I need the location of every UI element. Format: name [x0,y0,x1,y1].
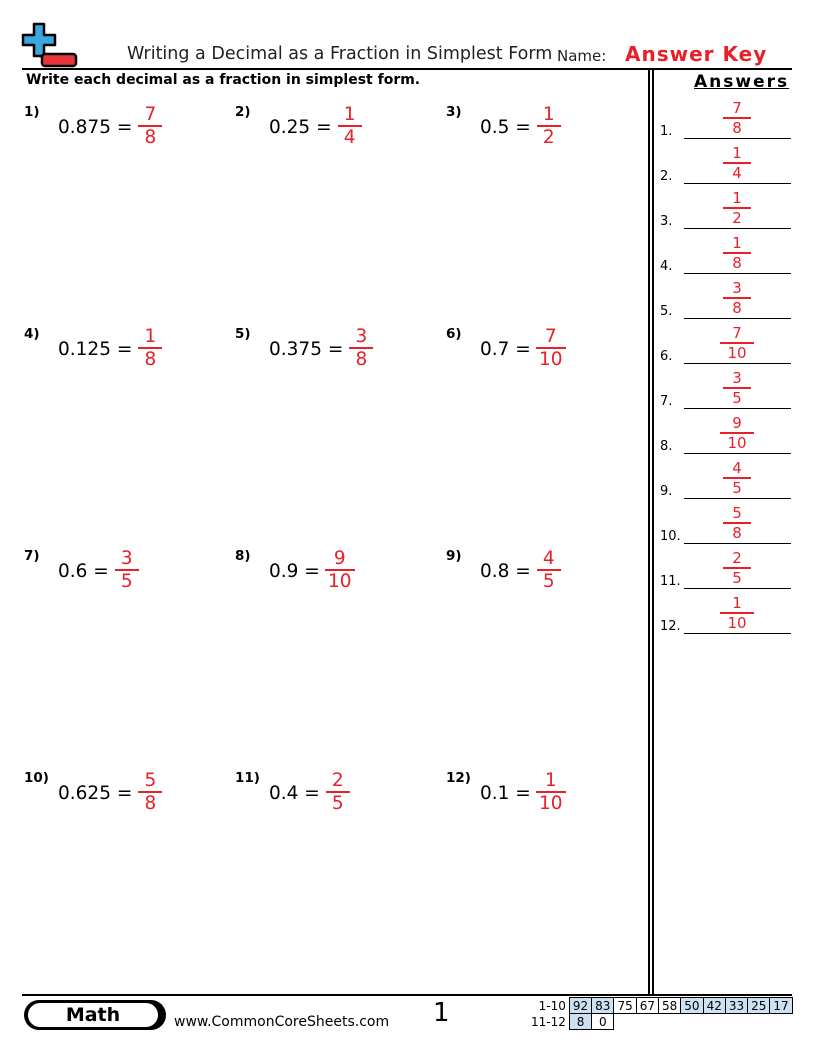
answers-heading: Answers [694,72,790,92]
fraction-numerator: 4 [732,459,742,477]
fraction-denominator: 4 [343,126,356,148]
fraction-numerator: 3 [355,326,368,347]
problem-number: 4) [24,326,40,342]
decimal-value: 0.7 [480,339,510,360]
score-row-label: 11-12 [531,1014,566,1029]
problem-expression [480,339,531,360]
fraction-denominator: 8 [144,792,157,814]
fraction-numerator: 7 [732,324,742,342]
answer-fraction [715,99,759,137]
answer-number: 4. [660,259,673,274]
problem-number: 5) [235,326,251,342]
answer-number: 3. [660,214,673,229]
problem-expression [269,117,332,138]
equals-sign: = [509,117,531,138]
problem-item [235,770,435,830]
answer-fraction [111,548,143,592]
fraction-denominator: 10 [727,343,747,362]
score-table [528,997,793,1030]
worksheet-title: Writing a Decimal as a Fraction in Simplest Form [127,44,553,64]
score-cell: 42 [703,998,725,1014]
fraction-denominator: 8 [732,523,742,542]
problem-number: 2) [235,104,251,120]
equals-sign: = [321,339,344,360]
answer-line [684,633,791,634]
fraction-numerator: 9 [333,548,346,569]
problem-expression [58,117,132,138]
fraction-denominator: 5 [732,388,742,407]
answer-line [684,363,791,364]
decimal-value: 0.25 [269,117,311,138]
answer-number: 2. [660,169,673,184]
answer-fraction [533,326,569,370]
fraction-denominator: 10 [727,613,747,632]
footer-divider [22,994,792,996]
fraction-numerator: 1 [732,594,742,612]
problem-item [235,326,435,386]
answer-number: 6. [660,349,673,364]
website-link[interactable]: www.CommonCoreSheets.com [174,1014,390,1030]
answer-fraction [334,104,366,148]
fraction-numerator: 1 [732,189,742,207]
answer-number: 8. [660,439,673,454]
fraction-numerator: 3 [120,548,133,569]
fraction-denominator: 4 [732,163,742,182]
score-cell: 58 [659,998,681,1014]
answer-line [684,588,791,589]
fraction-denominator: 10 [328,570,352,592]
decimal-value: 0.875 [58,117,111,138]
problem-number: 12) [446,770,471,786]
score-cell: 25 [748,998,770,1014]
problem-number: 3) [446,104,462,120]
fraction-denominator: 2 [732,208,742,227]
decimal-value: 0.6 [58,561,88,582]
answer-line [684,228,791,229]
problem-expression [269,561,320,582]
answer-line [684,453,791,454]
answer-fraction [322,770,354,814]
equals-sign: = [509,339,531,360]
equals-sign: = [509,561,531,582]
problem-item [24,104,224,164]
answer-number: 11. [660,574,681,589]
answer-fraction [134,770,166,814]
equals-sign: = [509,783,531,804]
problem-number: 10) [24,770,49,786]
answers-column-divider [648,68,650,994]
fraction-denominator: 8 [355,348,368,370]
answer-line [684,318,791,319]
fraction-denominator: 8 [144,348,157,370]
answer-number: 9. [660,484,673,499]
answer-number: 7. [660,394,673,409]
fraction-numerator: 1 [732,144,742,162]
score-row-label: 1-10 [538,998,566,1013]
decimal-value: 0.125 [58,339,111,360]
problem-number: 8) [235,548,251,564]
fraction-denominator: 5 [331,792,344,814]
fraction-denominator: 8 [732,253,742,272]
score-cell: 67 [636,998,658,1014]
problem-item [235,548,435,608]
fraction-denominator: 8 [732,118,742,137]
fraction-denominator: 10 [539,348,563,370]
fraction-numerator: 5 [732,504,742,522]
answer-fraction [715,369,759,407]
equals-sign: = [298,561,320,582]
problem-number: 9) [446,548,462,564]
answer-number: 5. [660,304,673,319]
equals-sign: = [87,561,109,582]
answer-key-label: Answer Key [625,42,768,66]
problem-expression [58,339,132,360]
answer-fraction [715,414,759,452]
instructions: Write each decimal as a fraction in simplest form. [26,72,421,88]
answer-fraction [715,324,759,362]
answer-line [684,498,791,499]
answer-fraction [533,770,569,814]
score-row [528,998,792,1014]
header-divider [22,68,792,70]
score-cell: 33 [725,998,747,1014]
problem-item [24,770,224,830]
problem-expression [480,117,531,138]
page-number: 1 [433,998,450,1028]
fraction-numerator: 2 [732,549,742,567]
fraction-denominator: 2 [542,126,555,148]
answer-line [684,183,791,184]
answer-fraction [715,144,759,182]
answer-fraction [134,104,166,148]
answer-fraction [715,459,759,497]
fraction-denominator: 5 [120,570,133,592]
equals-sign: = [110,339,133,360]
fraction-numerator: 3 [732,279,742,297]
answer-fraction [715,504,759,542]
score-cell: 17 [770,998,792,1014]
decimal-value: 0.625 [58,783,111,804]
equals-sign: = [110,117,133,138]
problem-item [24,326,224,386]
problem-expression [58,561,109,582]
answers-column-divider [652,68,654,994]
fraction-numerator: 1 [544,770,557,791]
problem-expression [480,783,531,804]
fraction-numerator: 1 [144,326,157,347]
equals-sign: = [310,117,332,138]
answer-fraction [322,548,358,592]
fraction-denominator: 5 [732,478,742,497]
answer-number: 1. [660,124,673,139]
fraction-denominator: 8 [732,298,742,317]
score-row [528,1014,792,1030]
subject-label: Math [28,1003,158,1027]
fraction-denominator: 10 [539,792,563,814]
problem-expression [269,339,343,360]
problem-item [235,104,435,164]
score-cell: 8 [569,1014,591,1030]
answer-fraction [533,104,565,148]
fraction-numerator: 7 [732,99,742,117]
answer-fraction [715,594,759,632]
answer-line [684,273,791,274]
problem-expression [480,561,531,582]
decimal-value: 0.4 [269,783,299,804]
problem-number: 1) [24,104,40,120]
fraction-numerator: 1 [542,104,555,125]
name-label: Name: [557,47,607,65]
problem-number: 7) [24,548,40,564]
answer-line [684,408,791,409]
score-cell: 92 [569,998,591,1014]
answer-fraction [533,548,565,592]
answer-line [684,543,791,544]
equals-sign: = [110,783,133,804]
problem-number: 11) [235,770,260,786]
score-cell: 83 [592,998,614,1014]
fraction-numerator: 5 [144,770,157,791]
equals-sign: = [298,783,320,804]
answer-fraction [715,549,759,587]
answer-fraction [134,326,166,370]
decimal-value: 0.375 [269,339,322,360]
problem-item [446,104,646,164]
fraction-numerator: 3 [732,369,742,387]
problem-expression [58,783,132,804]
answer-fraction [345,326,377,370]
problem-item [446,326,646,386]
answer-line [684,138,791,139]
fraction-numerator: 1 [732,234,742,252]
answer-fraction [715,234,759,272]
fraction-numerator: 9 [732,414,742,432]
answer-number: 12. [660,619,681,634]
fraction-denominator: 5 [732,568,742,587]
answer-fraction [715,189,759,227]
fraction-numerator: 2 [331,770,344,791]
score-cell: 0 [592,1014,614,1030]
fraction-numerator: 1 [343,104,356,125]
decimal-value: 0.5 [480,117,510,138]
fraction-numerator: 7 [144,104,157,125]
problem-number: 6) [446,326,462,342]
score-cell: 50 [681,998,703,1014]
answer-fraction [715,279,759,317]
problem-item [446,770,646,830]
score-cell: 75 [614,998,636,1014]
decimal-value: 0.8 [480,561,510,582]
fraction-denominator: 8 [144,126,157,148]
answer-number: 10. [660,529,681,544]
fraction-numerator: 4 [542,548,555,569]
decimal-value: 0.1 [480,783,510,804]
plus-minus-logo-icon [20,22,82,70]
fraction-numerator: 7 [544,326,557,347]
fraction-denominator: 5 [542,570,555,592]
problem-item [446,548,646,608]
problem-item [24,548,224,608]
fraction-denominator: 10 [727,433,747,452]
decimal-value: 0.9 [269,561,299,582]
problem-expression [269,783,320,804]
